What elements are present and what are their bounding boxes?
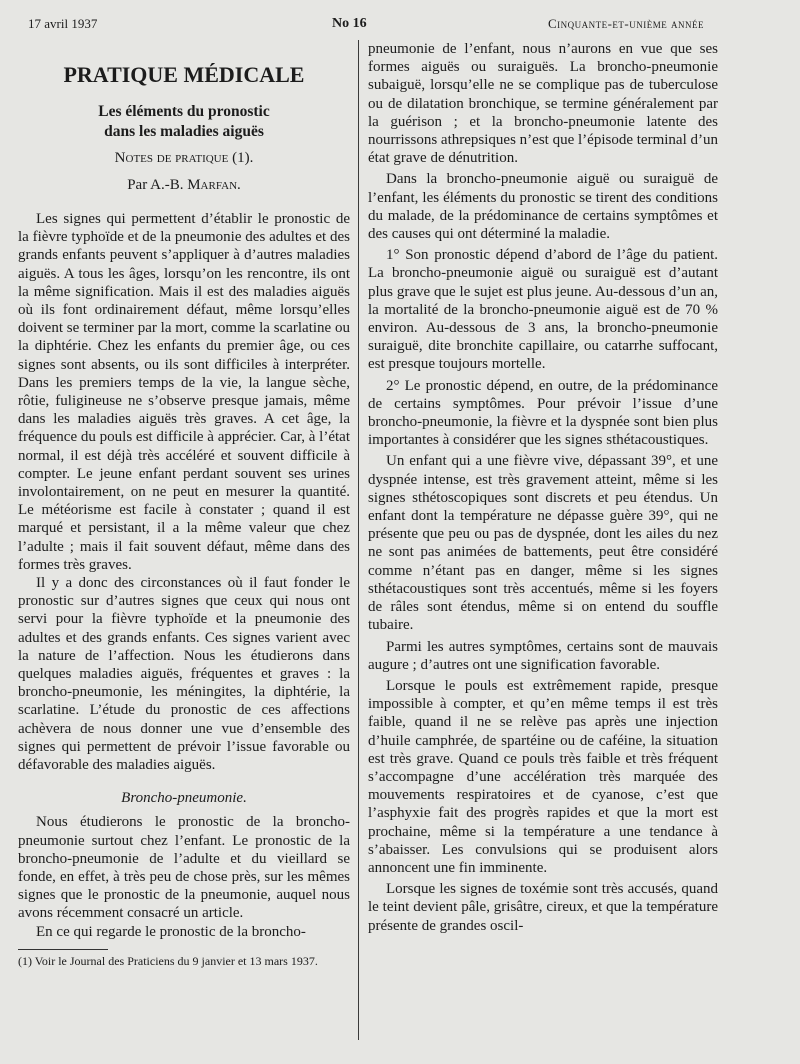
header-issue-number: No 16: [332, 16, 367, 31]
section-title: PRATIQUE MÉDICALE: [63, 62, 305, 87]
article-notes: Notes de pratique (1).: [114, 150, 254, 166]
author-name: Marfan.: [187, 177, 241, 193]
right-paragraph-2: Dans la broncho-pneumonie aiguë ou suraiguë de l’enfant, les éléments du pronostic se tirent des conditions du malade, de la prédominance de certains symptômes et des causes qui ont déterminé la maladie.: [368, 171, 718, 243]
left-column: [18, 56, 350, 968]
right-paragraph-8: Lorsque les signes de toxémie sont très accusés, quand le teint devient pâle, grisâtre, cireux, et que la température présente de grandes oscil-: [368, 881, 718, 934]
left-paragraph-4: En ce qui regarde le pronostic de la broncho-: [36, 923, 306, 940]
right-paragraph-6: Parmi les autres symptômes, certains sont de mauvais augure ; d’autres ont une signification favorable.: [368, 638, 718, 673]
page-header: [0, 14, 800, 34]
column-divider: [358, 40, 359, 1040]
article-title-line-2: dans les maladies aiguës: [104, 123, 264, 140]
article-title-line-1: Les éléments du pronostic: [98, 103, 270, 120]
subsection-heading: Broncho-pneumonie.: [121, 790, 247, 807]
left-paragraph-1: Les signes qui permettent d’établir le pronostic de la fièvre typhoïde et de la pneumonie des adultes et des grands enfants peuvent s’appliquer à d’autres maladies aiguës. A tous les âges, lorsqu’on les rencontre, ils ont la même signification. Mais il est des maladies aiguës où ils font ordinairement défaut, même lorsqu’elles doivent se terminer par la mort, comme la scarlatine ou la diphtérie. Chez les enfants du premier âge, ou ces signes sont absents, ou ils sont difficiles à interpréter. Dans les premiers temps de la vie, la langue sèche, rôtie, fuligineuse ne s’observe presque jamais, même dans les maladies aiguës très graves. A cet âge, la fréquence du pouls est difficile à apprécier. Car, à l’état normal, il est déjà très accéléré et souvent difficile à compter. Le jeune enfant perdant souvent ses urines involontairement, on ne peut en mesurer la quantité. Le météorisme est facile à constater ; quand il est marqué et persistant, il a la même valeur que chez l’adulte ; mais il fait souvent défaut, même dans des formes très graves.: [18, 211, 350, 573]
header-year: Cinquante-et-unième année: [547, 16, 704, 31]
right-paragraph-3: 1° Son pronostic dépend d’abord de l’âge du patient. La broncho-pneumonie aiguë ou suraiguë est d’autant plus grave que le sujet est plus jeune. Au-dessous d’un an, la mortalité de la broncho-pneumonie aiguë est de 70 % environ. Au-dessous de 3 ans, la broncho-pneumonie suraiguë, dite bronchite capillaire, ou catarrhe suffocant, est presque toujours mortelle.: [368, 247, 718, 373]
left-paragraph-2: Il y a donc des circonstances où il faut fonder le pronostic sur d’autres signes que ceux qui nous ont servi pour la fièvre typhoïde et la pneumonie des adultes et des grands enfants. Ces signes varient avec la nature de l’affection. Nous les étudierons dans quelques maladies aiguës, fréquentes et graves : la broncho-pneumonie, les méningites, la diphtérie, la scarlatine. L’étude du pronostic de ces affections achèvera de nous donner une vue d’ensemble des signes qui permettent de prévoir l’issue favorable ou défavorable des maladies aiguës.: [18, 575, 350, 774]
left-paragraph-3: Nous étudierons le pronostic de la broncho-pneumonie surtout chez l’enfant. Le pronostic de la broncho-pneumonie de l’adulte et du vieillard se fonde, en effet, à très peu de chose près, sur les mêmes signes que le pronostic de la pneumonie, auquel nous avons récemment consacré un article.: [18, 814, 350, 922]
right-paragraph-1: pneumonie de l’enfant, nous n’aurons en vue que ses formes aiguës ou suraiguës. La broncho-pneumonie subaiguë, lorsqu’elle ne se complique pas de tuberculose ou de dilatation bronchique, se termine généralement par la guérison ; et la broncho-pneumonie latente des nourrissons athrepsiques n’est que l’épisode terminal d’un état grave de dénutrition.: [368, 41, 718, 167]
right-paragraph-5: Un enfant qui a une fièvre vive, dépassant 39°, et une dyspnée intense, est très gravement atteint, même si les signes sthétoscopiques sont discrets et peu étendus. Un enfant dont la température ne dépasse guère 39°, qui ne présente que peu ou pas de dyspnée, dont les ailes du nez ne sont pas animées de battements, peut être considéré comme n’étant pas en danger, même si les signes sthétacoustiques sont très accentués, même si les foyers de râles sont étendus, même si on entend du souffle tubaire.: [368, 453, 718, 634]
right-paragraph-7: Lorsque le pouls est extrêmement rapide, presque impossible à compter, et qu’en même temps il est très faible, quand il ne se relève pas après une injection d’huile camphrée, de spartéine ou de caféine, la situation est très grave. Quand ce pouls très faible et très fréquent s’accompagne d’une accélération très marquée des mouvements respiratoires et de cyanose, c’est que l’asphyxie fait des progrès rapides et que la mort est prochaine, même si la température a une tendance à s’abaisser. Les convulsions qui se produisent alors annoncent une fin imminente.: [368, 677, 718, 876]
footnote-rule: [18, 949, 108, 950]
author-prefix: Par A.-B.: [127, 177, 184, 193]
right-column: [368, 40, 718, 938]
right-paragraph-4: 2° Le pronostic dépend, en outre, de la prédominance de certains symptômes. Pour prévoir l’issue d’une broncho-pneumonie, la fièvre et la dyspnée sont bien plus importantes à considérer que les signes sthétacoustiques.: [368, 377, 718, 449]
header-date: 17 avril 1937: [28, 16, 98, 31]
article-title: [18, 102, 350, 142]
footnote: (1) Voir le Journal des Praticiens du 9 janvier et 13 mars 1937.: [18, 953, 318, 968]
article-author: [18, 177, 350, 194]
